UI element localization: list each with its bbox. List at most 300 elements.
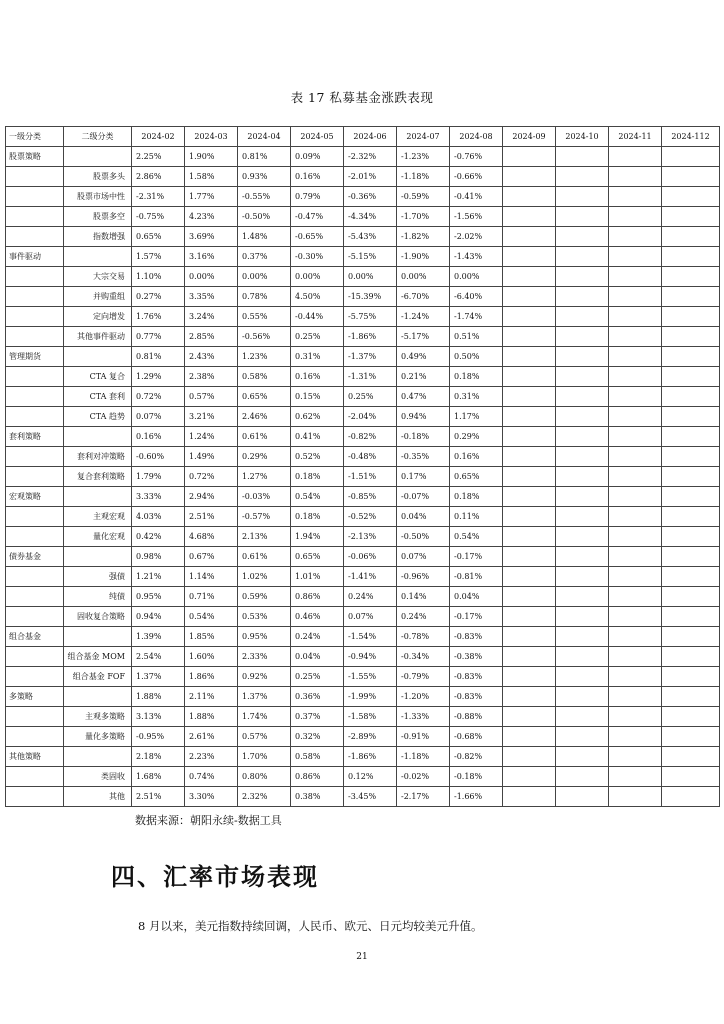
category-cell [6, 407, 64, 427]
value-cell: -0.50% [397, 527, 450, 547]
value-cell: -4.34% [344, 207, 397, 227]
value-cell: -0.17% [450, 547, 503, 567]
value-cell: -0.02% [397, 767, 450, 787]
value-cell [556, 167, 609, 187]
table-row [6, 227, 720, 247]
column-header: 2024-03 [185, 127, 238, 147]
value-cell [662, 567, 720, 587]
subcategory-cell: CTA 趋势 [64, 407, 132, 427]
value-cell: 0.61% [238, 427, 291, 447]
category-cell [6, 527, 64, 547]
value-cell [556, 727, 609, 747]
value-cell: -6.70% [397, 287, 450, 307]
column-header: 二级分类 [64, 127, 132, 147]
fund-performance-table [5, 126, 720, 807]
table-row [6, 747, 720, 767]
value-cell [609, 567, 662, 587]
value-cell [662, 387, 720, 407]
value-cell: -2.32% [344, 147, 397, 167]
value-cell [503, 427, 556, 447]
value-cell: 0.52% [291, 447, 344, 467]
value-cell: 1.02% [238, 567, 291, 587]
value-cell [503, 747, 556, 767]
category-cell: 组合基金 [6, 627, 64, 647]
value-cell [503, 147, 556, 167]
value-cell: 0.72% [185, 467, 238, 487]
table-row [6, 367, 720, 387]
value-cell: -0.50% [238, 207, 291, 227]
value-cell: 1.88% [185, 707, 238, 727]
value-cell [556, 487, 609, 507]
value-cell: -2.13% [344, 527, 397, 547]
value-cell: 1.37% [132, 667, 185, 687]
section-heading: 四、汇率市场表现 [111, 862, 319, 891]
value-cell: 0.07% [132, 407, 185, 427]
value-cell: 0.00% [291, 267, 344, 287]
value-cell: 2.51% [185, 507, 238, 527]
value-cell: -0.78% [397, 627, 450, 647]
table-row [6, 587, 720, 607]
value-cell: -3.45% [344, 787, 397, 807]
value-cell: -0.65% [291, 227, 344, 247]
value-cell: -0.96% [397, 567, 450, 587]
value-cell: -2.02% [450, 227, 503, 247]
subcategory-cell: 其他事件驱动 [64, 327, 132, 347]
value-cell: 0.16% [450, 447, 503, 467]
value-cell [662, 587, 720, 607]
value-cell [662, 227, 720, 247]
value-cell: 1.21% [132, 567, 185, 587]
value-cell: -0.82% [450, 747, 503, 767]
value-cell: 0.16% [132, 427, 185, 447]
value-cell [662, 767, 720, 787]
subcategory-cell: 套利对冲策略 [64, 447, 132, 467]
value-cell: 1.01% [291, 567, 344, 587]
value-cell: 0.54% [291, 487, 344, 507]
subcategory-cell: 类固收 [64, 767, 132, 787]
subcategory-cell: 组合基金 MOM [64, 647, 132, 667]
value-cell [503, 767, 556, 787]
value-cell: 3.24% [185, 307, 238, 327]
value-cell: -1.18% [397, 167, 450, 187]
value-cell: 0.00% [450, 267, 503, 287]
value-cell: 4.23% [185, 207, 238, 227]
value-cell [609, 267, 662, 287]
value-cell: 0.62% [291, 407, 344, 427]
value-cell: 0.38% [291, 787, 344, 807]
value-cell [662, 347, 720, 367]
category-cell: 多策略 [6, 687, 64, 707]
value-cell: 2.85% [185, 327, 238, 347]
value-cell: 1.60% [185, 647, 238, 667]
value-cell: -0.35% [397, 447, 450, 467]
value-cell: 0.58% [291, 747, 344, 767]
subcategory-cell [64, 147, 132, 167]
table-row [6, 407, 720, 427]
value-cell: 2.11% [185, 687, 238, 707]
value-cell: 1.27% [238, 467, 291, 487]
value-cell [662, 187, 720, 207]
value-cell [609, 607, 662, 627]
value-cell: 0.25% [291, 327, 344, 347]
value-cell: -0.66% [450, 167, 503, 187]
column-header: 2024-04 [238, 127, 291, 147]
subcategory-cell [64, 687, 132, 707]
subcategory-cell [64, 547, 132, 567]
category-cell [6, 707, 64, 727]
value-cell: 0.65% [132, 227, 185, 247]
value-cell: -0.83% [450, 667, 503, 687]
value-cell: 0.72% [132, 387, 185, 407]
value-cell: 0.12% [344, 767, 397, 787]
value-cell: 0.24% [291, 627, 344, 647]
value-cell: 1.94% [291, 527, 344, 547]
value-cell: -0.30% [291, 247, 344, 267]
table-row [6, 347, 720, 367]
value-cell: 0.04% [291, 647, 344, 667]
value-cell [556, 747, 609, 767]
category-cell: 宏观策略 [6, 487, 64, 507]
value-cell [503, 247, 556, 267]
value-cell: 1.23% [238, 347, 291, 367]
value-cell: 0.18% [291, 467, 344, 487]
value-cell: 2.33% [238, 647, 291, 667]
value-cell [609, 227, 662, 247]
value-cell [503, 347, 556, 367]
value-cell: 2.13% [238, 527, 291, 547]
value-cell [662, 407, 720, 427]
value-cell: 0.65% [238, 387, 291, 407]
value-cell [503, 327, 556, 347]
value-cell [556, 787, 609, 807]
value-cell: -0.56% [238, 327, 291, 347]
table-header-row [6, 127, 720, 147]
value-cell [662, 507, 720, 527]
value-cell [503, 467, 556, 487]
value-cell: 0.14% [397, 587, 450, 607]
value-cell [503, 387, 556, 407]
subcategory-cell: 大宗交易 [64, 267, 132, 287]
value-cell [662, 267, 720, 287]
value-cell [609, 427, 662, 447]
subcategory-cell: 定向增发 [64, 307, 132, 327]
value-cell: 0.27% [132, 287, 185, 307]
value-cell: 0.11% [450, 507, 503, 527]
value-cell: 0.24% [344, 587, 397, 607]
value-cell: -0.17% [450, 607, 503, 627]
value-cell: 0.07% [344, 607, 397, 627]
value-cell: 0.77% [132, 327, 185, 347]
column-header: 2024-02 [132, 127, 185, 147]
value-cell [609, 527, 662, 547]
value-cell: 1.48% [238, 227, 291, 247]
value-cell: 0.24% [397, 607, 450, 627]
value-cell: 0.41% [291, 427, 344, 447]
value-cell: 0.25% [344, 387, 397, 407]
value-cell: 0.49% [397, 347, 450, 367]
subcategory-cell: CTA 套利 [64, 387, 132, 407]
table-row [6, 167, 720, 187]
column-header: 2024-05 [291, 127, 344, 147]
value-cell: -0.44% [291, 307, 344, 327]
value-cell: -2.17% [397, 787, 450, 807]
subcategory-cell [64, 427, 132, 447]
value-cell: -5.75% [344, 307, 397, 327]
category-cell [6, 387, 64, 407]
value-cell: 2.18% [132, 747, 185, 767]
table-row [6, 287, 720, 307]
value-cell: 1.68% [132, 767, 185, 787]
value-cell: 0.17% [397, 467, 450, 487]
value-cell: 0.37% [291, 707, 344, 727]
value-cell: -0.79% [397, 667, 450, 687]
subcategory-cell: 量化多策略 [64, 727, 132, 747]
value-cell [662, 307, 720, 327]
value-cell [662, 207, 720, 227]
table-row [6, 427, 720, 447]
value-cell: -0.59% [397, 187, 450, 207]
value-cell: -1.66% [450, 787, 503, 807]
value-cell [556, 347, 609, 367]
value-cell [609, 767, 662, 787]
value-cell: 0.31% [291, 347, 344, 367]
value-cell: -0.18% [397, 427, 450, 447]
value-cell [609, 547, 662, 567]
value-cell [662, 487, 720, 507]
value-cell: 2.43% [185, 347, 238, 367]
value-cell: 0.50% [450, 347, 503, 367]
value-cell: -1.23% [397, 147, 450, 167]
table-row [6, 267, 720, 287]
value-cell: -0.83% [450, 627, 503, 647]
table-row [6, 247, 720, 267]
value-cell: -1.86% [344, 747, 397, 767]
table-row [6, 447, 720, 467]
value-cell [556, 207, 609, 227]
value-cell: -0.55% [238, 187, 291, 207]
value-cell [609, 787, 662, 807]
value-cell: 1.57% [132, 247, 185, 267]
value-cell: -0.18% [450, 767, 503, 787]
table-body [6, 147, 720, 807]
value-cell [662, 687, 720, 707]
column-header: 2024-09 [503, 127, 556, 147]
value-cell [503, 687, 556, 707]
value-cell: 1.37% [238, 687, 291, 707]
category-cell: 事件驱动 [6, 247, 64, 267]
value-cell: -5.43% [344, 227, 397, 247]
value-cell: 3.13% [132, 707, 185, 727]
value-cell [662, 607, 720, 627]
value-cell [609, 307, 662, 327]
category-cell [6, 507, 64, 527]
value-cell [503, 667, 556, 687]
value-cell: -2.31% [132, 187, 185, 207]
value-cell: 0.58% [238, 367, 291, 387]
value-cell: 0.16% [291, 167, 344, 187]
value-cell [556, 367, 609, 387]
value-cell: 1.76% [132, 307, 185, 327]
value-cell [662, 547, 720, 567]
value-cell: 0.00% [238, 267, 291, 287]
value-cell: 1.24% [185, 427, 238, 447]
value-cell: 0.54% [185, 607, 238, 627]
subcategory-cell: 并购重组 [64, 287, 132, 307]
table-row [6, 647, 720, 667]
value-cell: 1.79% [132, 467, 185, 487]
value-cell [556, 227, 609, 247]
value-cell: 0.09% [291, 147, 344, 167]
subcategory-cell: 纯债 [64, 587, 132, 607]
value-cell [556, 327, 609, 347]
value-cell: 0.95% [132, 587, 185, 607]
value-cell [662, 647, 720, 667]
subcategory-cell: 量化宏观 [64, 527, 132, 547]
category-cell [6, 647, 64, 667]
table-row [6, 687, 720, 707]
category-cell [6, 787, 64, 807]
value-cell [556, 587, 609, 607]
value-cell: 2.23% [185, 747, 238, 767]
value-cell: -0.06% [344, 547, 397, 567]
category-cell [6, 227, 64, 247]
value-cell: 0.78% [238, 287, 291, 307]
value-cell: 2.86% [132, 167, 185, 187]
value-cell: 0.00% [344, 267, 397, 287]
value-cell: -5.15% [344, 247, 397, 267]
value-cell [662, 367, 720, 387]
value-cell: 0.37% [238, 247, 291, 267]
value-cell: -1.43% [450, 247, 503, 267]
value-cell: 0.94% [132, 607, 185, 627]
value-cell: 1.86% [185, 667, 238, 687]
table-row [6, 607, 720, 627]
value-cell: 0.32% [291, 727, 344, 747]
value-cell [609, 667, 662, 687]
value-cell: 0.86% [291, 767, 344, 787]
value-cell: -2.89% [344, 727, 397, 747]
value-cell [662, 447, 720, 467]
value-cell: -0.83% [450, 687, 503, 707]
value-cell: 0.00% [397, 267, 450, 287]
category-cell [6, 307, 64, 327]
subcategory-cell [64, 247, 132, 267]
value-cell: -1.86% [344, 327, 397, 347]
category-cell [6, 667, 64, 687]
value-cell: 0.61% [238, 547, 291, 567]
value-cell: 0.15% [291, 387, 344, 407]
category-cell [6, 567, 64, 587]
value-cell: 1.77% [185, 187, 238, 207]
category-cell: 债券基金 [6, 547, 64, 567]
value-cell: 0.71% [185, 587, 238, 607]
value-cell: 0.18% [450, 367, 503, 387]
value-cell: 2.51% [132, 787, 185, 807]
column-header: 2024-10 [556, 127, 609, 147]
value-cell: -0.82% [344, 427, 397, 447]
value-cell: 0.46% [291, 607, 344, 627]
value-cell: -1.56% [450, 207, 503, 227]
value-cell: 0.86% [291, 587, 344, 607]
value-cell: 3.16% [185, 247, 238, 267]
value-cell [662, 467, 720, 487]
value-cell: -1.82% [397, 227, 450, 247]
value-cell [503, 267, 556, 287]
value-cell [609, 327, 662, 347]
value-cell: -0.47% [291, 207, 344, 227]
value-cell [662, 147, 720, 167]
subcategory-cell: 其他 [64, 787, 132, 807]
value-cell [556, 527, 609, 547]
value-cell [662, 667, 720, 687]
value-cell [503, 207, 556, 227]
value-cell: -5.17% [397, 327, 450, 347]
value-cell: 0.31% [450, 387, 503, 407]
category-cell [6, 327, 64, 347]
column-header: 2024-07 [397, 127, 450, 147]
subcategory-cell: 股票多空 [64, 207, 132, 227]
value-cell: -1.33% [397, 707, 450, 727]
value-cell: 0.74% [185, 767, 238, 787]
value-cell [556, 687, 609, 707]
value-cell [609, 727, 662, 747]
category-cell: 套利策略 [6, 427, 64, 447]
value-cell: 0.67% [185, 547, 238, 567]
value-cell: -0.57% [238, 507, 291, 527]
value-cell: 0.65% [450, 467, 503, 487]
value-cell [556, 627, 609, 647]
table-row [6, 707, 720, 727]
value-cell [556, 287, 609, 307]
value-cell: 0.47% [397, 387, 450, 407]
value-cell [609, 447, 662, 467]
value-cell: 2.38% [185, 367, 238, 387]
column-header: 2024-11 [609, 127, 662, 147]
value-cell [556, 667, 609, 687]
value-cell: 0.79% [291, 187, 344, 207]
value-cell [503, 787, 556, 807]
table-row [6, 727, 720, 747]
value-cell [609, 407, 662, 427]
value-cell [609, 707, 662, 727]
value-cell: 3.33% [132, 487, 185, 507]
value-cell: 0.53% [238, 607, 291, 627]
value-cell: -1.70% [397, 207, 450, 227]
value-cell: -0.88% [450, 707, 503, 727]
value-cell: 3.30% [185, 787, 238, 807]
table-row [6, 327, 720, 347]
table-row [6, 627, 720, 647]
subcategory-cell [64, 747, 132, 767]
value-cell: 2.46% [238, 407, 291, 427]
category-cell [6, 167, 64, 187]
value-cell [556, 467, 609, 487]
value-cell: -1.24% [397, 307, 450, 327]
value-cell [556, 567, 609, 587]
value-cell: -0.34% [397, 647, 450, 667]
value-cell [662, 327, 720, 347]
value-cell: -0.41% [450, 187, 503, 207]
subcategory-cell: CTA 复合 [64, 367, 132, 387]
category-cell [6, 267, 64, 287]
subcategory-cell: 主观多策略 [64, 707, 132, 727]
value-cell: -1.41% [344, 567, 397, 587]
value-cell: 0.57% [185, 387, 238, 407]
value-cell: -6.40% [450, 287, 503, 307]
value-cell: -1.51% [344, 467, 397, 487]
value-cell: 0.18% [450, 487, 503, 507]
value-cell: 0.57% [238, 727, 291, 747]
